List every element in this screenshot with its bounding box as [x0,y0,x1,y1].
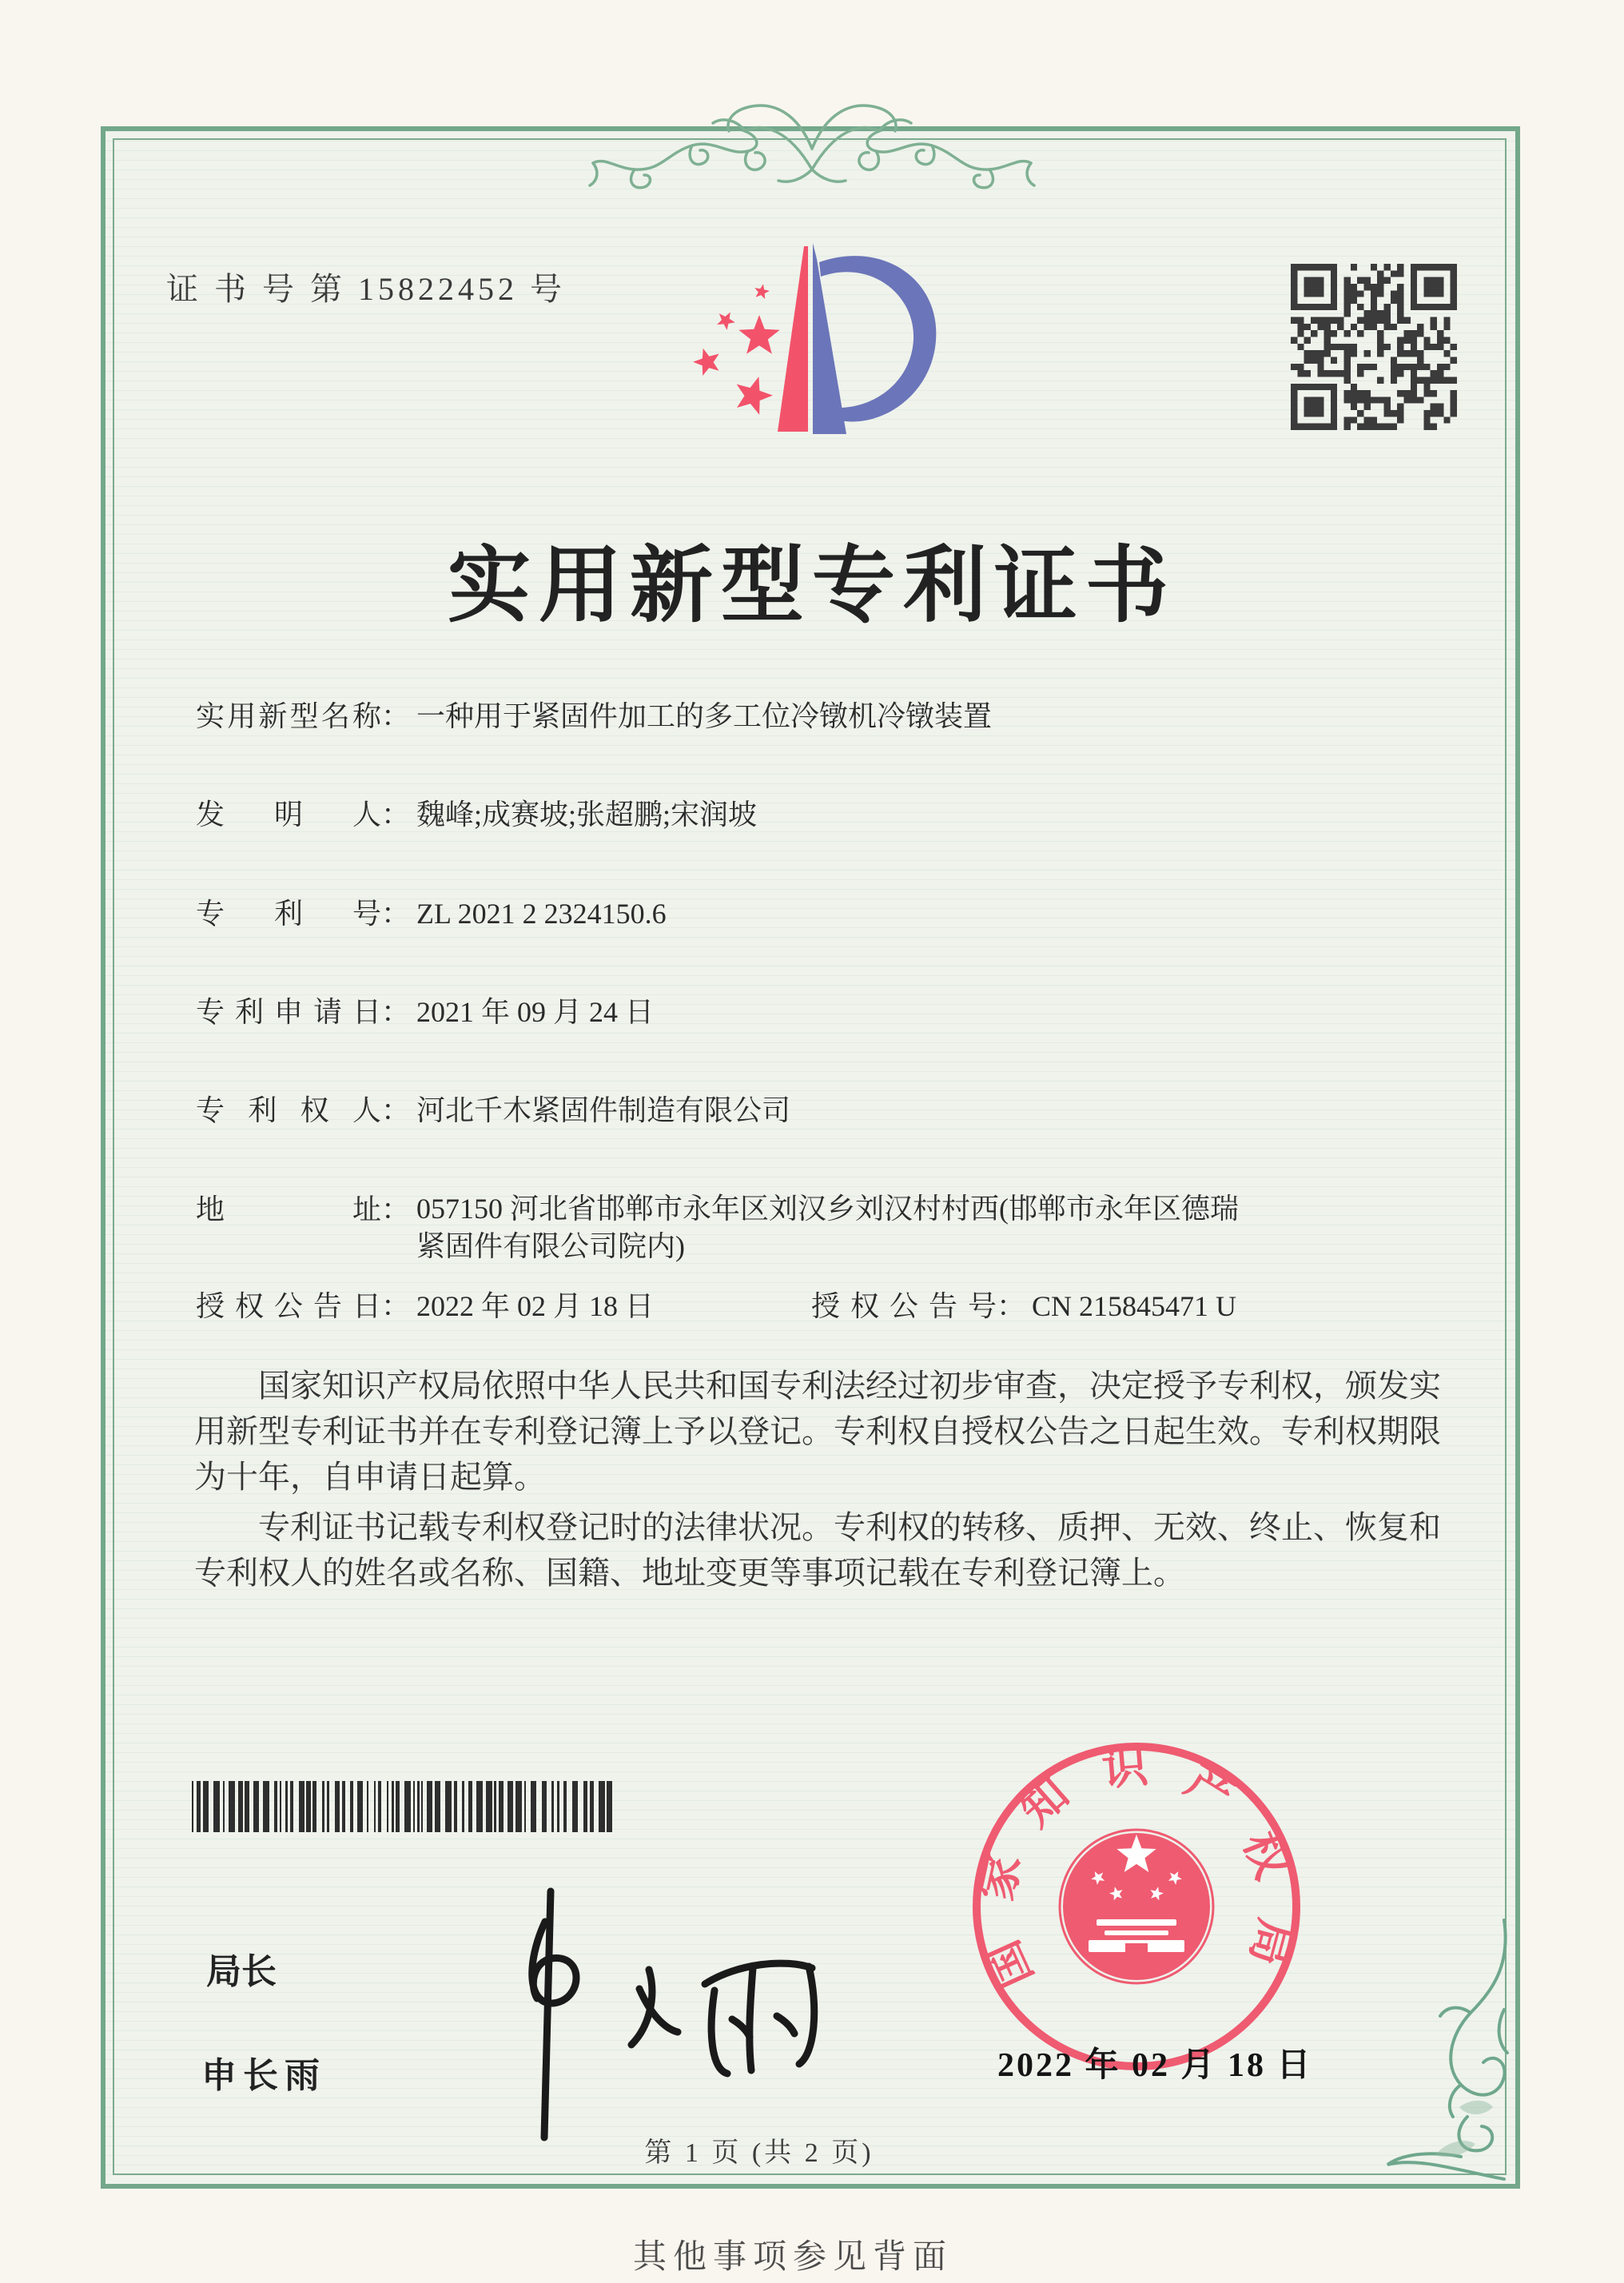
qr-code-icon [1291,264,1457,430]
field-value: 一种用于紧固件加工的多工位冷镦机冷镦装置 [416,700,993,732]
field-label: 地址 [196,1193,381,1225]
seal-national-emblem [1060,1830,1213,1983]
corner-flourish-ornament [1339,1915,1523,2187]
field-row-grant: 授权公告日： 2022 年 02 月 18 日 授权公告号： CN 215845471 U [196,1287,654,1325]
grant-date-value: 2022 年 02 月 18 日 [416,1290,655,1322]
field-label: 实用新型名称 [196,700,381,732]
grant-date-label: 授权公告日 [196,1290,381,1322]
field-row-patent-number: 专利号： ZL 2021 2 2324150.6 [196,894,667,933]
field-label: 发明人 [196,799,381,831]
officer-name: 申长雨 [201,2056,326,2095]
field-value: ZL 2021 2 2324150.6 [416,898,667,930]
field-row-patentee: 专利权人： 河北千木紧固件制造有限公司 [196,1091,790,1130]
page-number: 第 1 页 (共 2 页) [644,2138,874,2168]
field-row-inventors: 发明人： 魏峰;成赛坡;张超鹏;宋润坡 [196,795,757,834]
field-label: 专利申请日 [196,996,381,1028]
top-dragon-ornament [580,74,1044,195]
logo-left-wedge [778,246,808,432]
seal-date: 2022 年 02 月 18 日 [997,2047,1313,2084]
field-value: 河北千木紧固件制造有限公司 [416,1094,791,1126]
grant-number-value: CN 215845471 U [1032,1290,1237,1322]
certificate-title: 实用新型专利证书 [447,540,1176,632]
back-side-note: 其他事项参见背面 [633,2239,953,2276]
field-row-name: 实用新型名称： 一种用于紧固件加工的多工位冷镦机冷镦装置 [196,697,992,735]
body-paragraph-1: 国家知识产权局依照中华人民共和国专利法经过初步审查，决定授予专利权，颁发实用新型专利证书并在专利登记簿上予以登记。专利权自授权公告之日起生效。专利权期限为十年，自申请日起算。 [194,1368,1441,1495]
field-label: 专利号 [196,898,381,930]
grant-number-pair: 授权公告号： CN 215845471 U [811,1287,1236,1325]
seal-ring-text: 国家知识产权局 [971,1741,1301,1995]
body-paragraph-2: 专利证书记载专利权登记时的法律状况。专利权的转移、质押、无效、终止、恢复和专利权人的姓名或名称、国籍、地址变更等事项记载在专利登记簿上。 [194,1509,1441,1591]
official-seal-icon [967,1737,1306,2076]
field-row-filing-date: 专利申请日： 2021 年 09 月 24 日 [196,993,654,1031]
field-row-address: 地址： 057150 河北省邯郸市永年区刘汉乡刘汉村村西(邯郸市永年区德瑞紧固件有限公司院内) [196,1190,1260,1265]
field-value: 魏峰;成赛坡;张超鹏;宋润坡 [416,799,758,831]
officer-title: 局长 [206,1952,277,1991]
certificate-number: 证 书 号 第 15822452 号 [166,271,566,307]
cnipa-logo-icon [683,238,939,440]
field-label: 专利权人 [196,1094,381,1126]
grant-number-label: 授权公告号 [811,1290,997,1322]
logo-stars [693,284,780,415]
barcode-icon [192,1781,615,1832]
field-value: 2021 年 09 月 24 日 [416,996,655,1028]
handwritten-signature-icon [448,1871,863,2166]
field-value: 057150 河北省邯郸市永年区刘汉乡刘汉村村西(邯郸市永年区德瑞紧固件有限公司院内) [416,1193,1240,1262]
